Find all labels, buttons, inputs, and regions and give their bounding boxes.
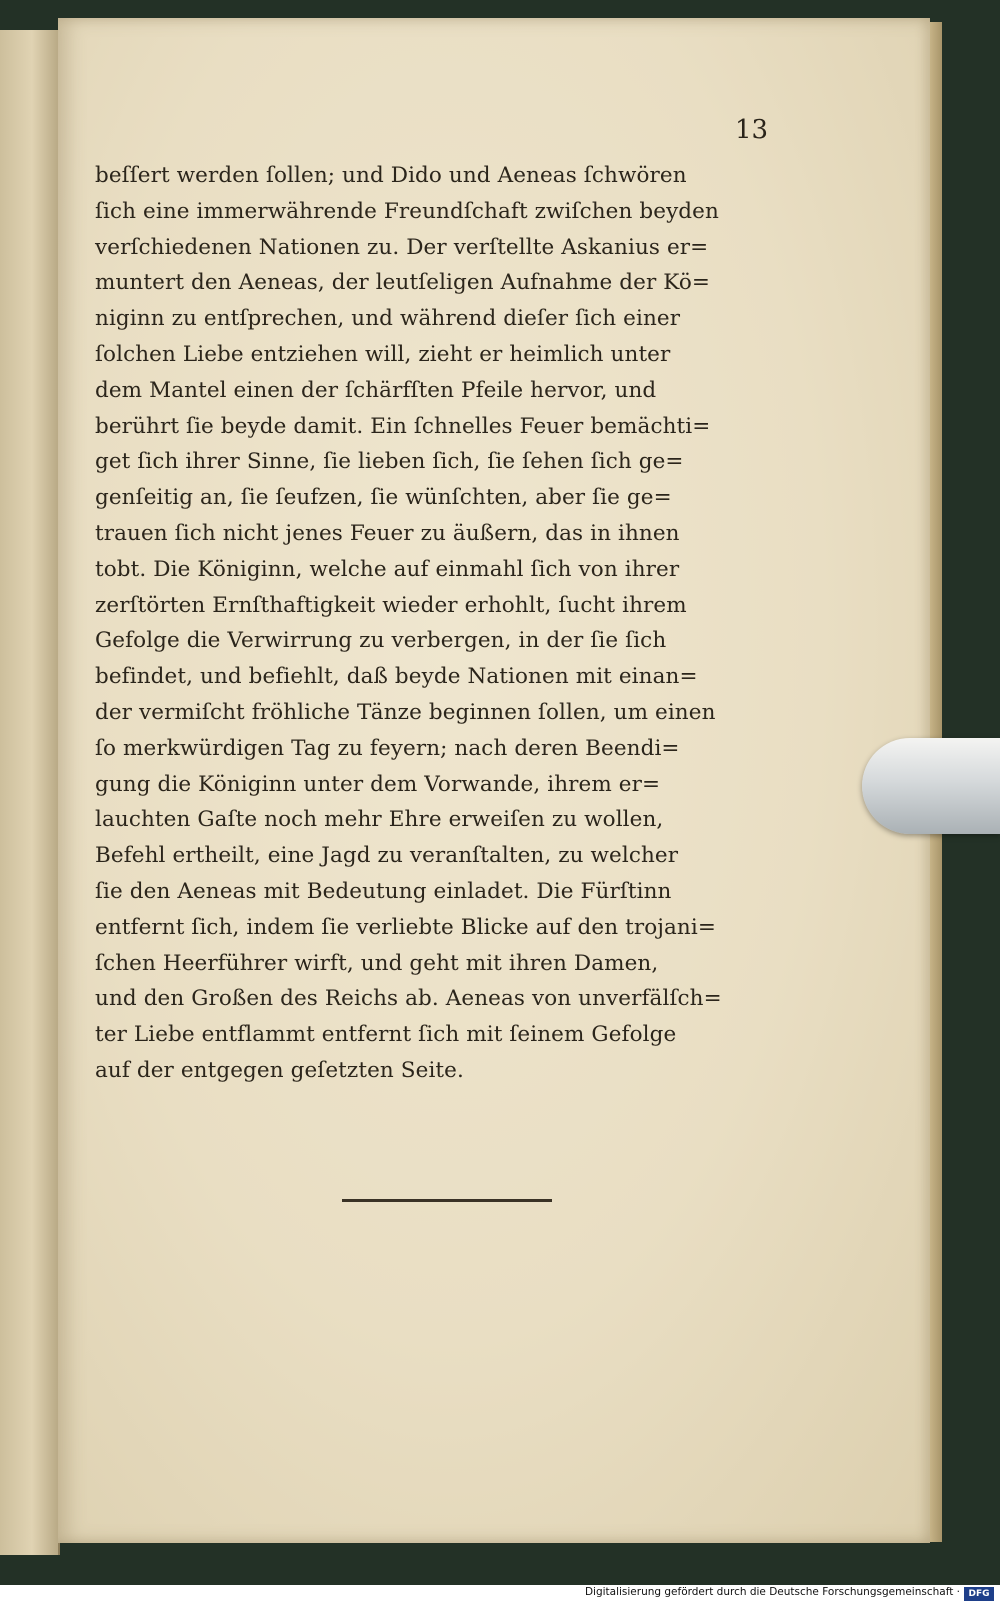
text-line: gung die Königinn unter dem Vorwande, ihrem er= — [95, 771, 661, 797]
text-line: tobt. Die Königinn, welche auf einmahl ſich von ihrer — [95, 556, 680, 582]
text-line: niginn zu entſprechen, und während dieſer ſich einer — [95, 306, 681, 332]
text-line: muntert den Aeneas, der leutſeligen Aufnahme der Kö= — [95, 270, 711, 296]
text-line: ſolchen Liebe entziehen will, zieht er heimlich unter — [95, 341, 671, 367]
left-page-edge — [0, 30, 60, 1555]
text-line: auf der entgegen geſetzten Seite. — [95, 1057, 464, 1083]
text-line: lauchten Gaſte noch mehr Ehre erweiſen zu wollen, — [95, 807, 664, 833]
dfg-logo-icon: DFG — [964, 1587, 994, 1601]
text-line: ſich eine immerwährende Freundſchaft zwiſchen beyden — [95, 198, 719, 224]
text-line: ſie den Aeneas mit Bedeutung einladet. Die Fürſtinn — [95, 878, 672, 904]
text-line: ter Liebe entflammt entfernt ſich mit ſeinem Gefolge — [95, 1022, 677, 1048]
page-number: 13 — [735, 115, 769, 145]
page-clip — [862, 738, 1000, 834]
end-rule — [342, 1199, 552, 1202]
text-line: Befehl ertheilt, eine Jagd zu veranſtalten, zu welcher — [95, 843, 679, 869]
text-line: und den Großen des Reichs ab. Aeneas von unverfälſch= — [95, 986, 722, 1012]
text-line: genſeitig an, ſie ſeufzen, ſie wünſchten, aber ſie ge= — [95, 485, 672, 511]
footer-credit: Digitalisierung gefördert durch die Deutsche Forschungsgemeinschaft · — [584, 1586, 960, 1598]
body-text — [95, 158, 775, 1089]
text-line: der vermiſcht fröhliche Tänze beginnen ſollen, um einen — [95, 699, 716, 725]
text-line: beſſert werden ſollen; und Dido und Aeneas ſchwören — [95, 163, 687, 188]
text-line: trauen ſich nicht jenes Feuer zu äußern, das in ihnen — [95, 520, 680, 546]
text-line: ſo merkwürdigen Tag zu feyern; nach deren Beendi= — [95, 735, 680, 761]
text-line: Gefolge die Verwirrung zu verbergen, in der ſie ſich — [95, 628, 667, 654]
text-line: entfernt ſich, indem ſie verliebte Blicke auf den trojani= — [95, 914, 716, 940]
text-line: ſchen Heerführer wirft, und geht mit ihren Damen, — [95, 950, 659, 976]
text-line: zerſtörten Ernſthaftigkeit wieder erhohlt, ſucht ihrem — [95, 592, 687, 618]
text-line: befindet, und befiehlt, daß beyde Nationen mit einan= — [95, 664, 698, 690]
text-line: dem Mantel einen der ſchärfſten Pfeile hervor, und — [95, 377, 657, 403]
text-line: berührt ſie beyde damit. Ein ſchnelles Feuer bemächti= — [95, 413, 711, 439]
text-line: verſchiedenen Nationen zu. Der verſtellte Askanius er= — [95, 234, 709, 260]
text-line: get ſich ihrer Sinne, ſie lieben ſich, ſie ſehen ſich ge= — [95, 449, 684, 475]
